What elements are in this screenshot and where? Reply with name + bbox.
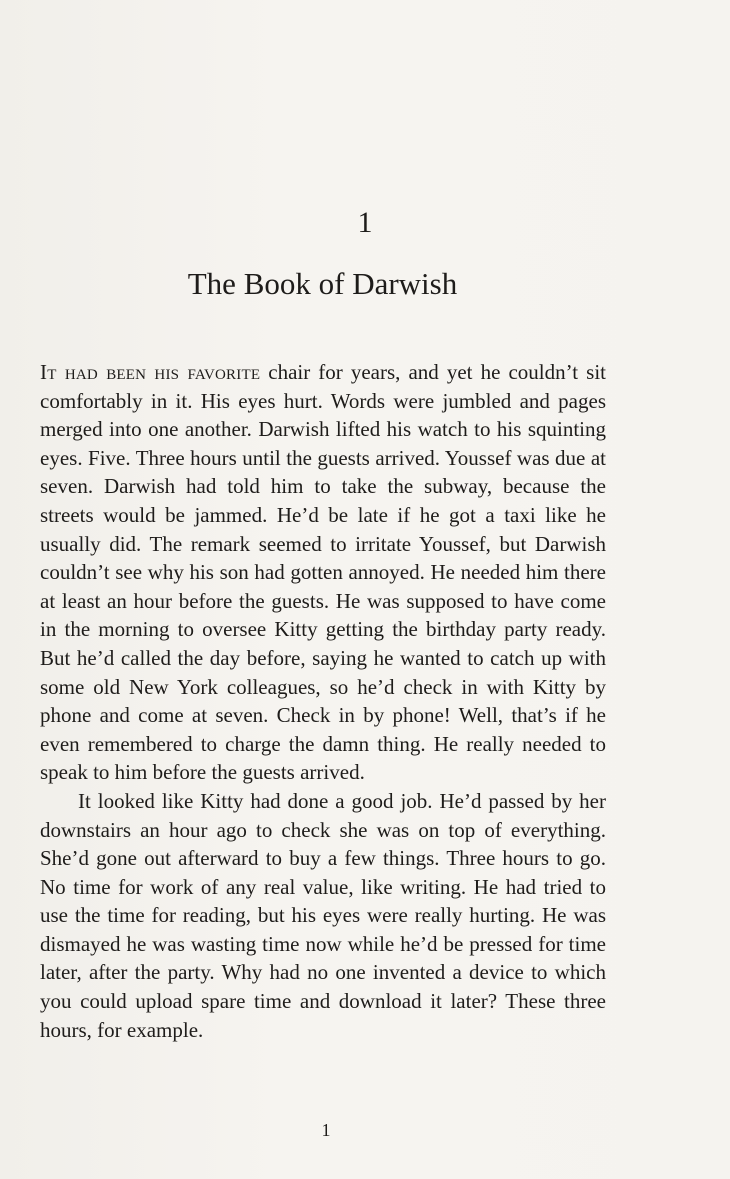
page-number: 1 xyxy=(321,1120,331,1140)
paragraph-1-text: chair for years, and yet he couldn’t sit comfortably in it. His eyes hurt. Words were jumbled and pages merged into one another. Darwish lifted his watch to his squinting eyes. Five. Three hours until the guests arrived. Youssef was due at seven. Darwish had told him to take the subway, because the streets would be jammed. He’d be late if he got a taxi like he usually did. The remark seemed to irritate Youssef, but Darwish couldn’t see why his son had gotten annoyed. He needed him there at least an hour before the guests. He was supposed to have come in the morning to oversee Kitty getting the birthday party ready. But he’d called the day before, saying he wanted to catch up with some old New York colleagues, so he’d check in with Kitty by phone and come at seven. Check in by phone! Well, that’s if he even remembered to charge the damn thing. He really needed to speak to him before the guests arrived. xyxy=(40,360,606,785)
paragraph-1 xyxy=(40,358,606,787)
chapter-title xyxy=(0,262,645,306)
paragraph-lead-smallcaps: It had been his favorite xyxy=(40,360,261,384)
chapter-body xyxy=(40,358,606,1044)
chapter-title-text: The Book of Darwish xyxy=(187,266,458,301)
paragraph-2: It looked like Kitty had done a good job. He’d passed by her downstairs an hour ago to check she was on top of everything. She’d gone out afterward to buy a few things. Three hours to go. No time for work of any real value, like writing. He had tried to use the time for reading, but his eyes were really hurting. He was dismayed he was wasting time now while he’d be pressed for time later, after the party. Why had no one invented a device to which you could upload spare time and download it later? These three hours, for example. xyxy=(40,788,606,1042)
chapter-number: 1 xyxy=(357,206,373,239)
